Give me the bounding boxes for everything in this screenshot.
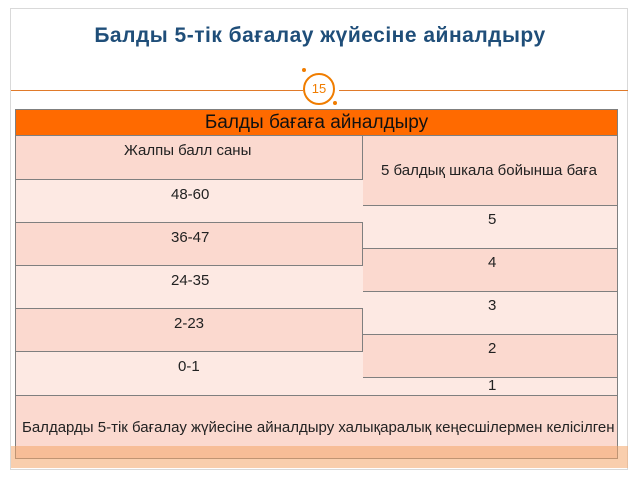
slide-title: Балды 5-тік бағалау жүйесіне айналдыру [94,24,546,47]
grade-cell: 1 [488,377,497,394]
table-row [363,292,617,335]
grade-cell: 3 [488,297,497,314]
table-row [363,378,617,395]
points-range-cell: 24-35 [171,272,210,289]
column-header-label: Жалпы балл саны [124,142,252,159]
points-range-cell: 0-1 [178,358,200,375]
points-range-cell: 36-47 [171,229,210,246]
column-header-points [16,136,363,180]
table-row [16,266,363,309]
badge-dot-icon [333,101,337,105]
column-header-grade [363,136,617,206]
grade-cell: 5 [488,211,497,228]
conversion-table [15,109,618,459]
table-caption: Балды бағаға айналдыру [16,110,617,136]
table-row [363,249,617,292]
bottom-accent-bar [11,446,628,468]
points-range-cell: 2-23 [174,315,205,332]
title-rule-left [11,90,303,91]
table-grid [16,136,617,395]
grade-cell: 4 [488,254,497,271]
table-row [16,352,363,395]
table-row [363,206,617,249]
table-row [16,180,363,223]
badge-dot-icon [302,68,306,72]
table-row [363,335,617,378]
column-header-label: 5 балдық шкала бойынша баға [381,162,597,179]
title-rule-right [339,90,628,91]
points-range-cell: 48-60 [171,186,210,203]
page-number-badge: 15 [303,73,335,105]
grade-cell: 2 [488,340,497,357]
table-row [16,309,363,352]
table-footer-note: Балдарды 5-тік бағалау жүйесіне айналдыру халықаралық кеңесшілермен келісілген [16,395,617,458]
table-column-points [16,136,363,395]
table-column-grade [363,136,617,395]
table-row [16,223,363,266]
